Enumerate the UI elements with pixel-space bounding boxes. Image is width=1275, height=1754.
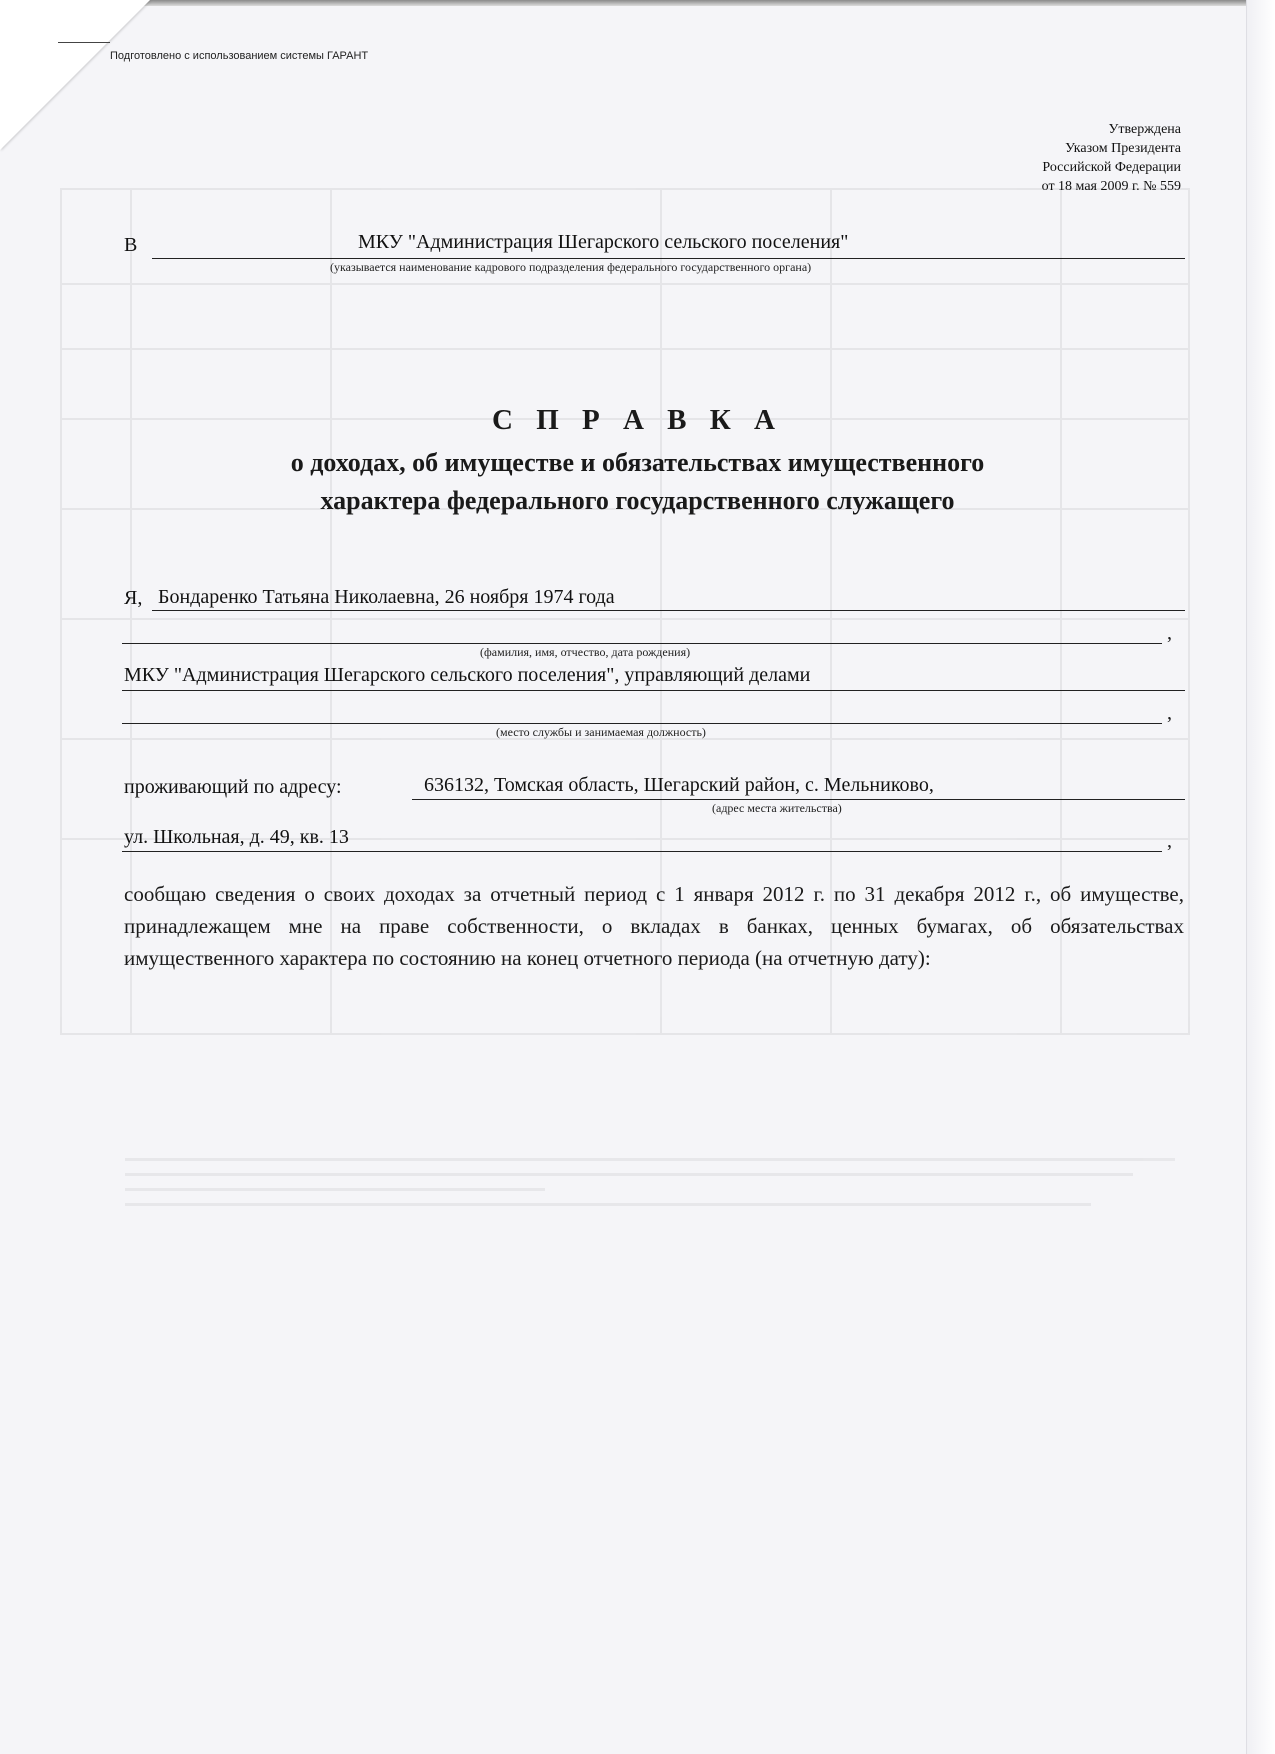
page-edge — [1246, 0, 1275, 1754]
workplace-hint: (место службы и занимаемая должность) — [496, 725, 706, 739]
person-line — [152, 610, 1185, 611]
comma: , — [1167, 702, 1172, 724]
person-line-2 — [122, 643, 1162, 644]
address-hint: (адрес места жительства) — [712, 801, 842, 815]
workplace-line — [122, 690, 1185, 691]
person-hint: (фамилия, имя, отчество, дата рождения) — [480, 645, 691, 659]
workplace-line-2 — [122, 723, 1162, 724]
person-prefix: Я, — [124, 587, 143, 609]
approval-line: от 18 мая 2009 г. № 559 — [1041, 179, 1181, 194]
approval-line: Указом Президента — [1065, 141, 1181, 156]
comma: , — [1167, 622, 1172, 644]
approval-line: Утверждена — [1108, 122, 1181, 137]
folded-corner — [0, 0, 150, 150]
bleed-through-footnotes — [125, 1158, 1175, 1218]
address-line — [412, 799, 1185, 800]
approval-stamp — [1042, 120, 1181, 196]
person-value: Бондаренко Татьяна Николаевна, 26 ноября 1974 года — [158, 586, 615, 608]
statement-text: сообщаю сведения о своих доходах за отчетный период с 1 января 2012 г. по 31 декабря 2012 г., об имуществе, принадлежащем мне на праве собственности, о вкладах в банках, ценных бумагах, об обязательствах имущественного характера по состоянию на конец отчетного периода (на отчетную дату): — [124, 882, 1184, 970]
document-title: С П Р А В К А — [492, 404, 783, 436]
recipient-line — [152, 258, 1185, 259]
address-line-1: 636132, Томская область, Шегарский район, с. Мельниково, — [424, 774, 934, 796]
document-subtitle-1: о доходах, об имуществе и обязательствах имущественного — [290, 448, 985, 477]
document-subtitle-2: характера федерального государственного служащего — [320, 486, 955, 515]
workplace-value: МКУ "Администрация Шегарского сельского поселения", управляющий делами — [124, 664, 811, 686]
address-line-2: ул. Школьная, д. 49, кв. 13 — [124, 826, 349, 848]
recipient-hint: (указывается наименование кадрового подразделения федерального государственного органа) — [330, 260, 812, 274]
recipient-value: МКУ "Администрация Шегарского сельского поселения" — [358, 231, 849, 253]
approval-line: Российской Федерации — [1042, 160, 1181, 175]
comma: , — [1167, 830, 1172, 852]
prepared-note: Подготовлено с использованием системы ГАРАНТ — [110, 50, 369, 62]
address-line-2-rule — [122, 851, 1162, 852]
address-prefix: проживающий по адресу: — [124, 776, 342, 798]
prepared-dash — [58, 42, 110, 43]
recipient-prefix: В — [124, 234, 138, 256]
